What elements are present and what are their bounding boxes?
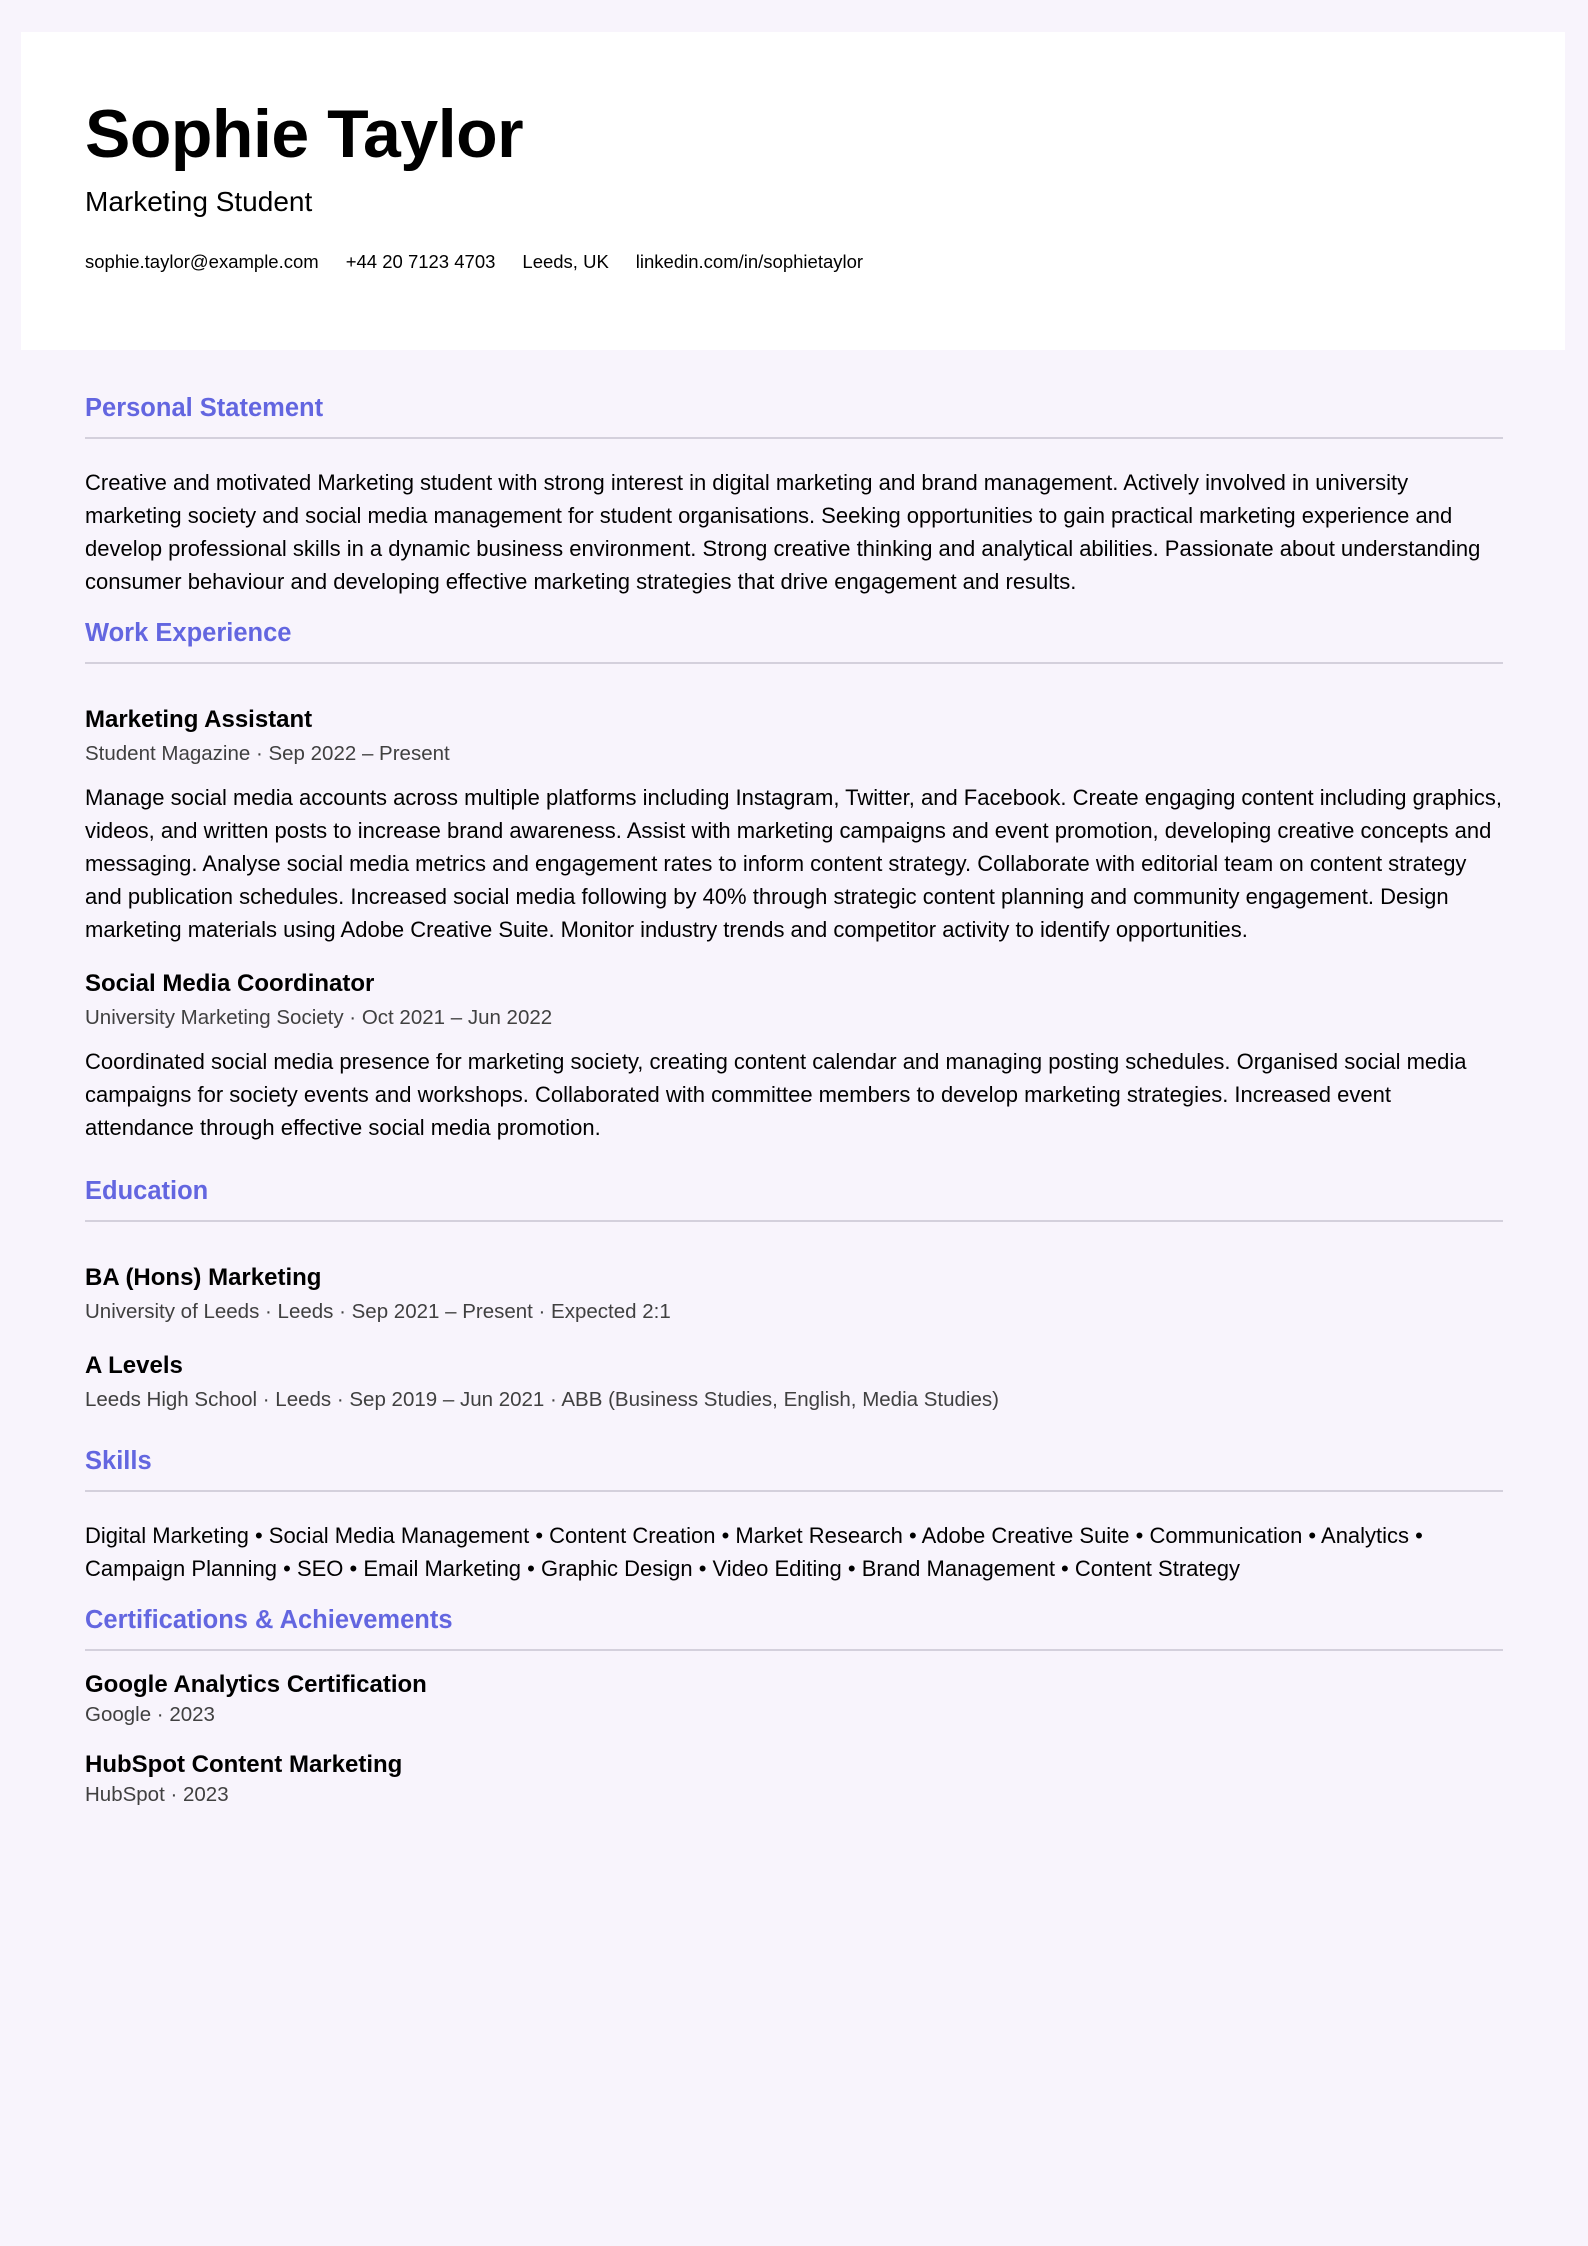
- certification-meta: Google · 2023: [85, 1703, 215, 1727]
- job-entry: [85, 704, 1503, 946]
- section-divider: [85, 1220, 1503, 1222]
- section-heading-personal-statement: Personal Statement: [85, 394, 324, 422]
- job-meta: University Marketing Society · Oct 2021 – Jun 2022: [85, 1006, 553, 1030]
- work-experience-section: [85, 617, 1503, 1144]
- job-title: Marketing Assistant: [85, 706, 313, 734]
- contact-info: [85, 250, 863, 274]
- skills-list: Digital Marketing • Social Media Management • Content Creation • Market Research • Adobe Creative Suite • Communication • Analytics • Campaign Planning • SEO • Email Marketing • Graphic Design • Video Editing • Brand Management • Content Strategy: [85, 1522, 1423, 1581]
- job-meta: Student Magazine · Sep 2022 – Present: [85, 742, 450, 766]
- certification-entry: [85, 1749, 1503, 1809]
- skills-section: [85, 1445, 1503, 1585]
- degree-title: A Levels: [85, 1351, 183, 1379]
- candidate-name: Sophie Taylor: [85, 96, 524, 172]
- resume-body: [85, 392, 1503, 1809]
- contact-email: sophie.taylor@example.com: [85, 251, 319, 272]
- section-heading-skills: Skills: [85, 1446, 152, 1475]
- contact-linkedin: linkedin.com/in/sophietaylor: [635, 251, 864, 272]
- certification-name: HubSpot Content Marketing: [85, 1750, 403, 1778]
- candidate-title: Marketing Student: [85, 186, 313, 217]
- section-heading-education: Education: [85, 1176, 209, 1205]
- contact-location: Leeds, UK: [522, 251, 609, 272]
- education-entry: [85, 1262, 1503, 1326]
- contact-phone: +44 20 7123 4703: [345, 251, 496, 272]
- section-divider: [85, 1490, 1503, 1492]
- section-heading-certifications: Certifications & Achievements: [85, 1605, 453, 1634]
- certification-meta: HubSpot · 2023: [85, 1783, 229, 1807]
- job-entry: [85, 968, 1503, 1144]
- certification-entry: [85, 1669, 1503, 1729]
- degree-title: BA (Hons) Marketing: [85, 1264, 322, 1292]
- section-heading-work-experience: Work Experience: [85, 619, 292, 648]
- section-divider: [85, 662, 1503, 664]
- education-entry: [85, 1350, 1503, 1414]
- certifications-section: [85, 1604, 1503, 1809]
- job-title: Social Media Coordinator: [85, 970, 375, 998]
- education-section: [85, 1175, 1503, 1414]
- resume-header: [21, 32, 1565, 350]
- job-description: Coordinated social media presence for marketing society, creating content calendar and managing posting schedules. Organised social media campaigns for society events and workshops. Collaborated with committee members to develop marketing strategies. Increased event attendance through effective social media promotion.: [85, 1048, 1467, 1140]
- certification-name: Google Analytics Certification: [85, 1671, 427, 1699]
- section-divider: [85, 1649, 1503, 1651]
- degree-meta: University of Leeds · Leeds · Sep 2021 – Present · Expected 2:1: [85, 1300, 671, 1324]
- degree-meta: Leeds High School · Leeds · Sep 2019 – Jun 2021 · ABB (Business Studies, English, Media Studies): [85, 1388, 999, 1412]
- section-divider: [85, 437, 1503, 439]
- personal-statement-section: [85, 392, 1503, 598]
- job-description: Manage social media accounts across multiple platforms including Instagram, Twitter, and Facebook. Create engaging content including graphics, videos, and written posts to increase brand awareness. Assist with marketing campaigns and event promotion, developing creative concepts and messaging. Analyse social media metrics and engagement rates to inform content strategy. Collaborate with editorial team on content strategy and publication schedules. Increased social media following by 40% through strategic content planning and community engagement. Design marketing materials using Adobe Creative Suite. Monitor industry trends and competitor activity to identify opportunities.: [85, 785, 1502, 943]
- personal-statement-text: Creative and motivated Marketing student with strong interest in digital marketing and brand management. Actively involved in university marketing society and social media management for student organisations. Seeking opportunities to gain practical marketing experience and develop professional skills in a dynamic business environment. Strong creative thinking and analytical abilities. Passionate about understanding consumer behaviour and developing effective marketing strategies that drive engagement and results.: [85, 470, 1481, 595]
